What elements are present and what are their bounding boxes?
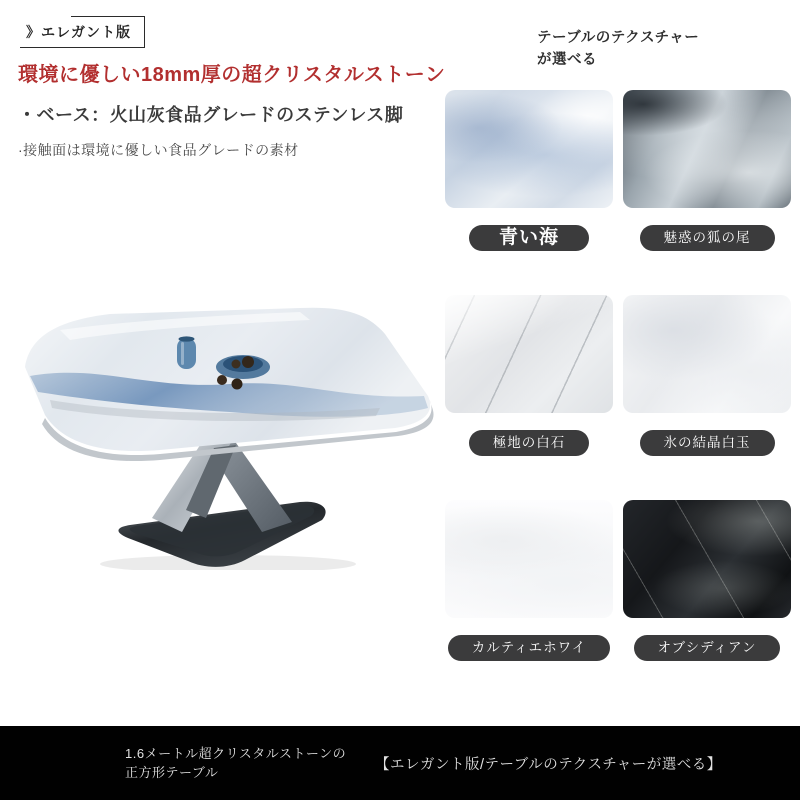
texture-label: 魅惑の狐の尾	[640, 225, 775, 251]
texture-swatch-obsidian[interactable]	[623, 500, 791, 618]
texture-option-polar-white[interactable]	[445, 295, 613, 456]
feature-bullet-surface: ·接触面は環境に優しい食品グレードの素材	[18, 142, 299, 158]
product-photo	[0, 280, 440, 570]
texture-label: 氷の結晶白玉	[640, 430, 775, 456]
texture-grid	[445, 90, 791, 661]
texture-heading-line2: が選べる	[537, 52, 597, 69]
texture-swatch-cartier-white[interactable]	[445, 500, 613, 618]
texture-swatch-fox-tail[interactable]	[623, 90, 791, 208]
texture-option-obsidian[interactable]	[623, 500, 791, 661]
footer-title-line2: 正方形テーブル	[125, 765, 219, 780]
texture-swatch-polar-white[interactable]	[445, 295, 613, 413]
texture-swatch-blue-sea[interactable]	[445, 90, 613, 208]
texture-option-ice-crystal[interactable]	[623, 295, 791, 456]
edition-badge-label: 》エレガント版	[26, 24, 131, 40]
feature-bullet-base: ・ベース：火山灰食品グレードのステンレス脚	[18, 105, 404, 125]
texture-option-cartier-white[interactable]	[445, 500, 613, 661]
edition-badge	[20, 16, 145, 48]
footer-title-line1: 1.6メートル超クリスタルストーンの	[125, 745, 347, 761]
footer-product-title	[125, 744, 371, 783]
badge-border-mask	[18, 13, 71, 19]
vase	[177, 336, 196, 369]
texture-heading-line1: テーブルのテクスチャー	[537, 30, 700, 46]
headline: 環境に優しい18mm厚の超クリスタルストーン	[18, 64, 446, 86]
tabletop	[25, 308, 430, 451]
texture-option-fox-tail[interactable]	[623, 90, 791, 251]
texture-label: オブシディアン	[634, 635, 781, 661]
texture-label: 極地の白石	[469, 430, 590, 456]
texture-label: カルティエホワイ	[448, 635, 611, 661]
texture-section-heading	[537, 27, 699, 72]
texture-swatch-ice-crystal[interactable]	[623, 295, 791, 413]
texture-label: 青い海	[469, 225, 589, 251]
footer-bar	[0, 726, 800, 800]
footer-edition-note: 【エレガント版/テーブルのテクスチャーが選べる】	[375, 756, 722, 773]
texture-option-blue-sea[interactable]	[445, 90, 613, 251]
